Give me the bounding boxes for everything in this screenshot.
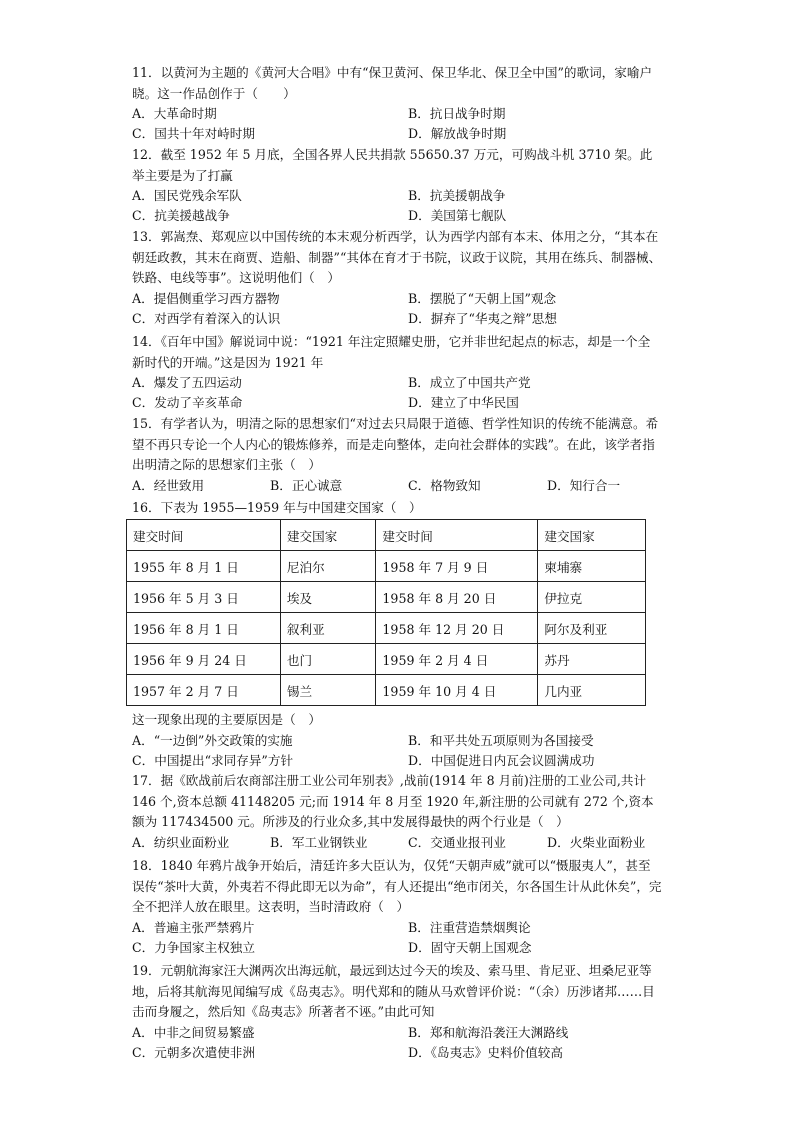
option-a: A．国民党残余军队 bbox=[132, 188, 242, 203]
table-cell: 也门 bbox=[280, 644, 376, 675]
table-cell: 1956 年 9 月 24 日 bbox=[127, 644, 281, 675]
question-16 bbox=[132, 498, 662, 519]
options bbox=[132, 186, 662, 226]
table-header-row bbox=[127, 520, 646, 551]
option-c: C．发动了辛亥革命 bbox=[132, 395, 243, 410]
question-15 bbox=[132, 414, 662, 496]
table-cell: 1959 年 10 月 4 日 bbox=[376, 675, 538, 706]
table-cell: 1958 年 8 月 20 日 bbox=[376, 582, 538, 613]
table-cell: 柬埔寨 bbox=[538, 551, 646, 582]
question-stem: 13．郭嵩焘、郑观应以中国传统的本末观分析西学，认为西学内部有本末、体用之分，“其本在朝廷政教，其末在商贾、造船、制器”“其体在育才于书院，议政于议院，其用在练兵、制器械、铁路、电线等事”。这说明他们（ ） bbox=[132, 229, 662, 285]
option-c: C．中国提出“求同存异”方针 bbox=[132, 752, 294, 768]
option-b: B．抗美援朝战争 bbox=[408, 188, 506, 203]
option-d: D．建立了中华民国 bbox=[408, 395, 519, 410]
option-d: D．《岛夷志》史料价值较高 bbox=[408, 1044, 563, 1060]
table-header-cell: 建交国家 bbox=[280, 520, 376, 551]
table-cell: 1956 年 5 月 3 日 bbox=[127, 582, 281, 613]
option-c: C．力争国家主权独立 bbox=[132, 939, 255, 955]
option-a: A．提倡侧重学习西方器物 bbox=[132, 290, 280, 306]
options bbox=[132, 104, 662, 144]
option-c: C．格物致知 bbox=[408, 477, 481, 493]
option-d: D．火柴业面粉业 bbox=[547, 834, 646, 850]
option-b: B．成立了中国共产党 bbox=[408, 375, 531, 390]
question-19 bbox=[132, 961, 662, 1063]
question-stem: 12．截至 1952 年 5 月底，全国各界人民共捐款 55650.37 万元，可购战斗机 3710 架。此举主要是为了打赢 bbox=[132, 147, 653, 183]
option-c: C．抗美援越战争 bbox=[132, 208, 230, 223]
question-stem: 19．元朝航海家汪大渊两次出海远航，最远到达过今天的埃及、索马里、肯尼亚、坦桑尼亚等地，后将其航海见闻编写成《岛夷志》。明代郑和的随从马欢曾评价说：“（余）历涉诸邦……目击而身履之，然后知《岛夷志》所著者不诬。”由此可知 bbox=[132, 963, 655, 1019]
option-b: B．郑和航海沿袭汪大渊路线 bbox=[408, 1024, 569, 1040]
table-row bbox=[127, 582, 646, 613]
options bbox=[132, 289, 662, 329]
diplomatic-relations-table bbox=[126, 519, 646, 706]
table-header-cell: 建交国家 bbox=[538, 520, 646, 551]
table-row bbox=[127, 675, 646, 706]
table-cell: 伊拉克 bbox=[538, 582, 646, 613]
question-17 bbox=[132, 771, 662, 853]
table-cell: 苏丹 bbox=[538, 644, 646, 675]
table-cell: 1957 年 2 月 7 日 bbox=[127, 675, 281, 706]
table-cell: 尼泊尔 bbox=[280, 551, 376, 582]
option-a: A．经世致用 bbox=[132, 477, 205, 493]
option-d: D．美国第七舰队 bbox=[408, 208, 507, 223]
question-11 bbox=[132, 63, 662, 144]
option-c: C．交通业报刊业 bbox=[408, 834, 506, 850]
question-14 bbox=[132, 332, 662, 413]
option-b: B．摆脱了“天朝上国”观念 bbox=[408, 290, 557, 306]
table-header-cell: 建交时间 bbox=[127, 520, 281, 551]
options bbox=[132, 1023, 662, 1063]
question-12 bbox=[132, 145, 662, 226]
table-row bbox=[127, 551, 646, 582]
options bbox=[132, 373, 662, 413]
options bbox=[132, 918, 662, 958]
option-a: A．纺织业面粉业 bbox=[132, 834, 230, 850]
options bbox=[132, 731, 662, 771]
options bbox=[132, 833, 662, 853]
question-stem: 16．下表为 1955—1959 年与中国建交国家（ ） bbox=[132, 500, 422, 515]
option-d: D．解放战争时期 bbox=[408, 126, 507, 141]
table-cell: 1955 年 8 月 1 日 bbox=[127, 551, 281, 582]
option-b: B．和平共处五项原则为各国接受 bbox=[408, 732, 594, 748]
option-d: D．固守天朝上国观念 bbox=[408, 939, 532, 955]
option-d: D．知行合一 bbox=[547, 477, 621, 493]
table-row bbox=[127, 613, 646, 644]
option-c: C．国共十年对峙时期 bbox=[132, 126, 255, 141]
table-cell: 1958 年 12 月 20 日 bbox=[376, 613, 538, 644]
option-c: C．对西学有着深入的认识 bbox=[132, 310, 281, 326]
table-cell: 锡兰 bbox=[280, 675, 376, 706]
option-c: C．元朝多次遣使非洲 bbox=[132, 1044, 255, 1060]
question-stem: 这一现象出现的主要原因是（ ） bbox=[132, 712, 321, 727]
option-b: B．抗日战争时期 bbox=[408, 106, 506, 121]
table-cell: 几内亚 bbox=[538, 675, 646, 706]
question-18 bbox=[132, 856, 662, 958]
option-d: D．中国促进日内瓦会议圆满成功 bbox=[408, 752, 595, 768]
table-header-cell: 建交时间 bbox=[376, 520, 538, 551]
question-stem: 18．1840 年鸦片战争开始后，清廷许多大臣认为，仅凭“天朝声威”就可以“慑服夷人”，甚至误传“茶叶大黄，外夷若不得此即无以为命”，有人还提出“绝市闭关，尔各国生计从此休矣”，完全不把洋人放在眼里。这表明，当时清政府（ ） bbox=[132, 858, 662, 914]
option-a: A．爆发了五四运动 bbox=[132, 375, 242, 390]
question-13 bbox=[132, 227, 662, 329]
table-cell: 阿尔及利亚 bbox=[538, 613, 646, 644]
table-cell: 1959 年 2 月 4 日 bbox=[376, 644, 538, 675]
question-stem: 17．据《欧战前后农商部注册工业公司年别表》,战前(1914 年 8 月前)注册的工业公司,共计 146 个,资本总额 41148205 元;而 1914 年 8 月至 1920 年,新注册的公司就有 272 个,资本额为 117434500 元。所涉及的行业众多,其中发展得最快的两个行业是（ ） bbox=[132, 773, 654, 829]
question-stem: 14．《百年中国》解说词中说：“1921 年注定照耀史册，它并非世纪起点的标志，却是一个全新时代的开端。”这是因为 1921 年 bbox=[132, 334, 651, 370]
question-stem: 11．以黄河为主题的《黄河大合唱》中有“保卫黄河、保卫华北、保卫全中国”的歌词，家喻户晓。这一作品创作于（ ） bbox=[132, 65, 653, 101]
options bbox=[132, 476, 662, 496]
question-stem: 15．有学者认为，明清之际的思想家们“对过去只局限于道德、哲学性知识的传统不能满意。希望不再只专论一个人内心的锻炼修养，而是走向整体，走向社会群体的实践”。在此，该学者指出明清之际的思想家们主张（ ） bbox=[132, 416, 659, 472]
option-a: A．中非之间贸易繁盛 bbox=[132, 1024, 255, 1040]
question-16-followup bbox=[132, 710, 662, 771]
option-b: B．注重营造禁烟舆论 bbox=[408, 919, 531, 935]
option-b: B．正心诚意 bbox=[270, 477, 343, 493]
table-row bbox=[127, 644, 646, 675]
option-a: A．大革命时期 bbox=[132, 106, 217, 121]
table-cell: 1956 年 8 月 1 日 bbox=[127, 613, 281, 644]
table-cell: 叙利亚 bbox=[280, 613, 376, 644]
option-a: A．普遍主张严禁鸦片 bbox=[132, 919, 255, 935]
option-d: D．摒弃了“华夷之辩”思想 bbox=[408, 310, 557, 326]
table-cell: 埃及 bbox=[280, 582, 376, 613]
table-cell: 1958 年 7 月 9 日 bbox=[376, 551, 538, 582]
option-b: B．军工业钢铁业 bbox=[270, 834, 368, 850]
option-a: A．“一边倒”外交政策的实施 bbox=[132, 732, 293, 748]
